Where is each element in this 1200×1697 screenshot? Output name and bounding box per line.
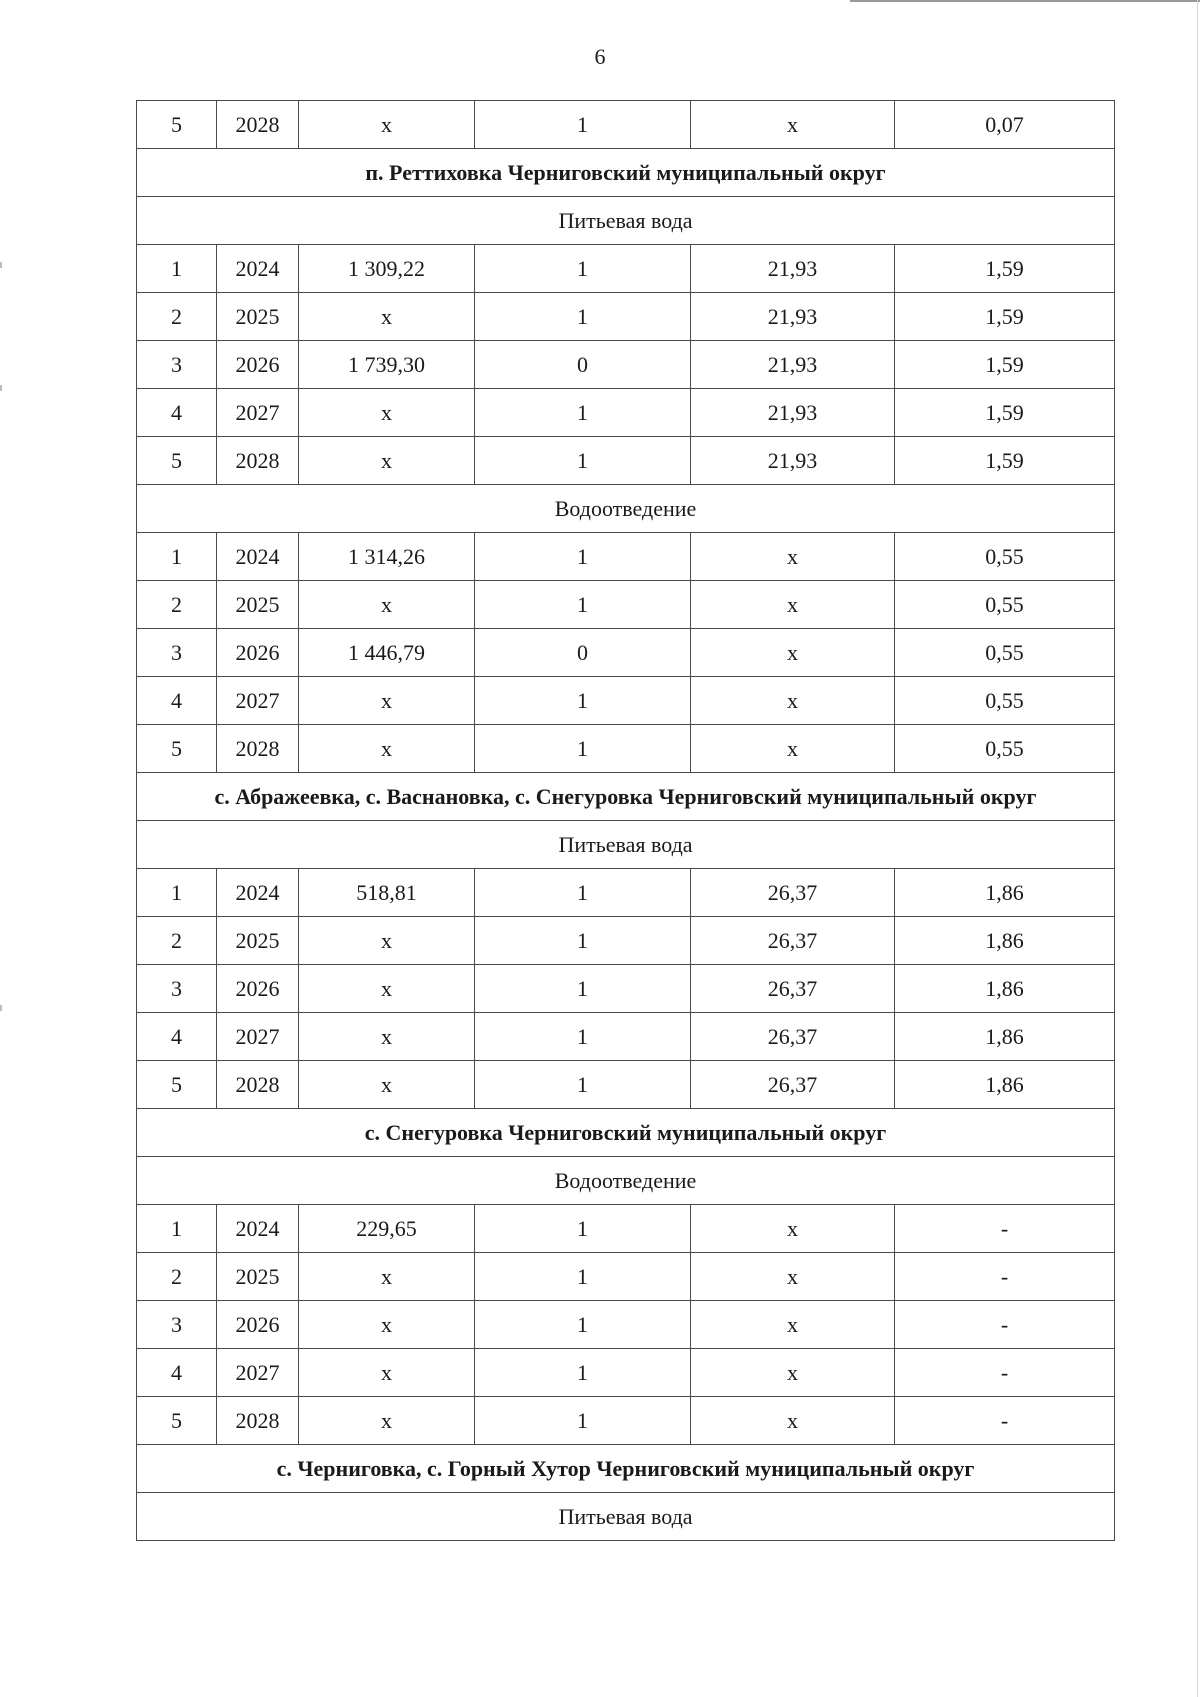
table-row [137, 389, 1115, 437]
section-header-row [137, 1109, 1115, 1157]
table-row [137, 101, 1115, 149]
table-cell: 21,93 [691, 389, 895, 437]
table-cell: - [895, 1205, 1115, 1253]
table-cell: 1 [475, 101, 691, 149]
table-cell: 5 [137, 437, 217, 485]
page-number: 6 [594, 44, 606, 69]
table-cell: 1,86 [895, 917, 1115, 965]
table-cell: х [691, 677, 895, 725]
table-cell: - [895, 1349, 1115, 1397]
subsection-header-row [137, 485, 1115, 533]
table-cell: 2024 [217, 245, 299, 293]
table-cell: 1 [137, 1205, 217, 1253]
table-cell: х [299, 293, 475, 341]
table-cell: х [299, 101, 475, 149]
table-cell: 2028 [217, 725, 299, 773]
table-cell: х [299, 1301, 475, 1349]
table-cell: 2025 [217, 917, 299, 965]
table-cell: 26,37 [691, 917, 895, 965]
table-cell: 4 [137, 1013, 217, 1061]
table-cell: 2026 [217, 341, 299, 389]
table-cell: х [299, 581, 475, 629]
table-cell: 26,37 [691, 965, 895, 1013]
tariff-table [136, 100, 1115, 1541]
table-cell: 2024 [217, 1205, 299, 1253]
table-cell: 2026 [217, 1301, 299, 1349]
table-cell: - [895, 1301, 1115, 1349]
table-row [137, 725, 1115, 773]
table-cell: х [691, 1301, 895, 1349]
table-cell: 2027 [217, 677, 299, 725]
table-cell: 1 [475, 389, 691, 437]
table-cell: х [691, 1349, 895, 1397]
table-cell: 2026 [217, 629, 299, 677]
table-cell: х [299, 1253, 475, 1301]
table-cell: 2 [137, 1253, 217, 1301]
table-cell: 21,93 [691, 341, 895, 389]
table-cell: 0,55 [895, 725, 1115, 773]
section-title: с. Черниговка, с. Горный Хутор Черниговский муниципальный округ [137, 1445, 1115, 1493]
table-cell: 0,55 [895, 533, 1115, 581]
table-cell: 1 [475, 1301, 691, 1349]
table-cell: 2025 [217, 293, 299, 341]
table-cell: 3 [137, 965, 217, 1013]
table-cell: 1 [475, 725, 691, 773]
table-cell: 2028 [217, 101, 299, 149]
section-header-row [137, 773, 1115, 821]
table-row [137, 1397, 1115, 1445]
table-cell: 1 309,22 [299, 245, 475, 293]
scan-edge-mark [0, 385, 2, 391]
table-cell: 1 [475, 1253, 691, 1301]
section-title: с. Снегуровка Черниговский муниципальный округ [137, 1109, 1115, 1157]
table-cell: 0,55 [895, 677, 1115, 725]
table-cell: 1 [475, 1397, 691, 1445]
table-cell: х [691, 101, 895, 149]
table-cell: 0 [475, 629, 691, 677]
table-cell: 26,37 [691, 869, 895, 917]
table-row [137, 581, 1115, 629]
table-row [137, 917, 1115, 965]
section-header-row [137, 149, 1115, 197]
table-cell: 229,65 [299, 1205, 475, 1253]
table-row [137, 293, 1115, 341]
table-cell: х [299, 917, 475, 965]
table-cell: 2027 [217, 1349, 299, 1397]
subsection-title: Питьевая вода [137, 1493, 1115, 1541]
table-cell: 1 [475, 1349, 691, 1397]
table-cell: х [691, 533, 895, 581]
table-cell: 1 [137, 869, 217, 917]
table-row [137, 437, 1115, 485]
table-cell: 1 [475, 869, 691, 917]
table-body [137, 101, 1115, 1541]
table-cell: 2 [137, 917, 217, 965]
table-cell: 1 [475, 1061, 691, 1109]
table-cell: 21,93 [691, 437, 895, 485]
table-cell: 1 446,79 [299, 629, 475, 677]
table-cell: 1 314,26 [299, 533, 475, 581]
table-cell: - [895, 1253, 1115, 1301]
table-cell: 1 [137, 533, 217, 581]
table-cell: х [299, 1397, 475, 1445]
table-cell: 2028 [217, 1397, 299, 1445]
scan-edge-line-right [1197, 0, 1198, 1697]
section-title: с. Абражеевка, с. Васнановка, с. Снегуровка Черниговский муниципальный округ [137, 773, 1115, 821]
table-cell: 1,86 [895, 1013, 1115, 1061]
table-cell: 0,07 [895, 101, 1115, 149]
table-cell: 21,93 [691, 245, 895, 293]
section-header-row [137, 1445, 1115, 1493]
subsection-header-row [137, 821, 1115, 869]
table-row [137, 1061, 1115, 1109]
table-cell: 4 [137, 1349, 217, 1397]
section-title: п. Реттиховка Черниговский муниципальный округ [137, 149, 1115, 197]
table-cell: 1 [475, 1205, 691, 1253]
table-cell: х [691, 725, 895, 773]
table-cell: 26,37 [691, 1013, 895, 1061]
table-cell: 2024 [217, 869, 299, 917]
table-cell: х [299, 725, 475, 773]
table-cell: х [691, 629, 895, 677]
table-cell: 21,93 [691, 293, 895, 341]
table-cell: х [299, 965, 475, 1013]
table-row [137, 629, 1115, 677]
table-cell: х [691, 581, 895, 629]
table-cell: 1 [137, 245, 217, 293]
table-cell: х [299, 1013, 475, 1061]
table-row [137, 1013, 1115, 1061]
table-cell: 3 [137, 341, 217, 389]
table-cell: 1,86 [895, 1061, 1115, 1109]
table-cell: 2027 [217, 1013, 299, 1061]
subsection-header-row [137, 197, 1115, 245]
table-cell: 518,81 [299, 869, 475, 917]
table-cell: 1,59 [895, 341, 1115, 389]
table-cell: 0,55 [895, 629, 1115, 677]
table-cell: 5 [137, 1061, 217, 1109]
table-cell: 4 [137, 389, 217, 437]
table-row [137, 965, 1115, 1013]
table-cell: 2027 [217, 389, 299, 437]
table-cell: х [299, 1061, 475, 1109]
table-cell: 1 739,30 [299, 341, 475, 389]
table-cell: 2 [137, 293, 217, 341]
table-row [137, 677, 1115, 725]
table-cell: 1 [475, 965, 691, 1013]
subsection-title: Питьевая вода [137, 197, 1115, 245]
table-row [137, 1253, 1115, 1301]
table-cell: х [691, 1397, 895, 1445]
table-cell: 2028 [217, 1061, 299, 1109]
table-cell: 5 [137, 1397, 217, 1445]
table-row [137, 533, 1115, 581]
table-cell: 1 [475, 533, 691, 581]
table-cell: 3 [137, 1301, 217, 1349]
scan-edge-line-top [850, 0, 1200, 2]
table-cell: 1,59 [895, 389, 1115, 437]
table-cell: 1 [475, 437, 691, 485]
table-cell: х [299, 677, 475, 725]
table-cell: 1 [475, 245, 691, 293]
table-cell: 1,86 [895, 965, 1115, 1013]
table-row [137, 1205, 1115, 1253]
table-cell: 5 [137, 725, 217, 773]
table-cell: х [299, 1349, 475, 1397]
table-cell: 3 [137, 629, 217, 677]
table-cell: 1,59 [895, 437, 1115, 485]
table-cell: 1,59 [895, 293, 1115, 341]
scan-edge-mark [0, 262, 2, 268]
subsection-title: Водоотведение [137, 485, 1115, 533]
table-row [137, 869, 1115, 917]
table-row [137, 1349, 1115, 1397]
table-cell: 1 [475, 1013, 691, 1061]
subsection-title: Водоотведение [137, 1157, 1115, 1205]
table-row [137, 1301, 1115, 1349]
table-cell: х [691, 1205, 895, 1253]
table-cell: 4 [137, 677, 217, 725]
table-row [137, 245, 1115, 293]
table-cell: 2028 [217, 437, 299, 485]
table-cell: 1 [475, 917, 691, 965]
table-cell: х [299, 437, 475, 485]
table-cell: 0 [475, 341, 691, 389]
subsection-header-row [137, 1157, 1115, 1205]
table-cell: х [691, 1253, 895, 1301]
table-cell: 2025 [217, 581, 299, 629]
table-cell: 2026 [217, 965, 299, 1013]
table-cell: 1,86 [895, 869, 1115, 917]
table-cell: 26,37 [691, 1061, 895, 1109]
table-cell: 5 [137, 101, 217, 149]
subsection-title: Питьевая вода [137, 821, 1115, 869]
scan-edge-mark [0, 1005, 2, 1011]
table-cell: 2 [137, 581, 217, 629]
table-cell: - [895, 1397, 1115, 1445]
table-cell: 1 [475, 581, 691, 629]
table-cell: 1,59 [895, 245, 1115, 293]
table-cell: 1 [475, 293, 691, 341]
table-row [137, 341, 1115, 389]
subsection-header-row [137, 1493, 1115, 1541]
table-cell: 0,55 [895, 581, 1115, 629]
table-cell: 2025 [217, 1253, 299, 1301]
table-cell: 1 [475, 677, 691, 725]
table-cell: 2024 [217, 533, 299, 581]
table-cell: х [299, 389, 475, 437]
